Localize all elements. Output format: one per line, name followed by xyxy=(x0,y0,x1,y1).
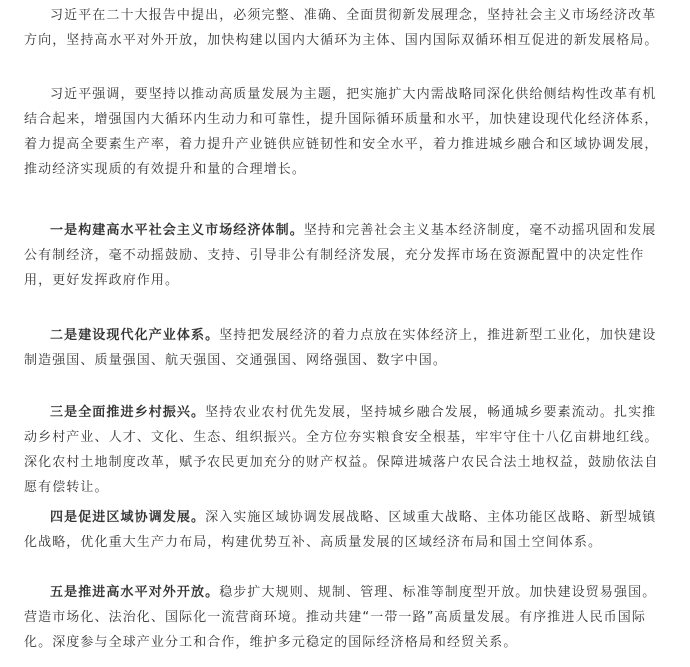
paragraph-point-5 xyxy=(24,580,664,655)
paragraph-text: 坚持农业农村优先发展，坚持城乡融合发展，畅通城乡要素流动。扎实推动乡村产业、人才、文化、生态、组织振兴。全方位夯实粮食安全根基，牢牢守住十八亿亩耕地红线。深化农村土地制度改革，赋予农民更加充分的财产权益。保障进城落户农民合法土地权益，鼓励依法自愿有偿转让。 xyxy=(24,405,659,495)
paragraph-lead: 四是促进区域协调发展。 xyxy=(50,510,206,525)
paragraph-text: 坚持把发展经济的着力点放在实体经济上，推进新型工业化，加快建设制造强国、质量强国、航天强国、交通强国、网络强国、数字中国。 xyxy=(24,328,657,368)
paragraph-lead: 一是构建高水平社会主义市场经济体制。 xyxy=(50,223,304,238)
paragraph-lead: 三是全面推进乡村振兴。 xyxy=(50,405,206,420)
paragraph-text: 稳步扩大规则、规制、管理、标准等制度型开放。加快建设贸易强国。营造市场化、法治化、国际化一流营商环境。推动共建“一带一路”高质量发展。有序推进人民币国际化。深度参与全球产业分工和合作，维护多元稳定的国际经济格局和经贸关系。 xyxy=(24,585,657,650)
paragraph-text: 习近平强调，要坚持以推动高质量发展为主题，把实施扩大内需战略同深化供给侧结构性改革有机结合起来，增强国内大循环内生动力和可靠性，提升国际循环质量和水平，加快建设现代化经济体系，着力提高全要素生产率，着力提升产业链供应链韧性和安全水平，着力推进城乡融合和区域协调发展，推动经济实现质的有效提升和量的合理增长。 xyxy=(24,87,659,177)
paragraph-lead: 二是建设现代化产业体系。 xyxy=(50,328,220,343)
paragraph-point-1 xyxy=(24,218,664,293)
paragraph-intro xyxy=(24,3,664,53)
paragraph-point-4 xyxy=(24,505,664,555)
paragraph-point-3 xyxy=(24,400,664,500)
paragraph-text: 习近平在二十大报告中提出，必须完整、准确、全面贯彻新发展理念，坚持社会主义市场经济改革方向，坚持高水平对外开放，加快构建以国内大循环为主体、国内国际双循环相互促进的新发展格局。 xyxy=(24,8,659,48)
paragraph-lead: 五是推进高水平对外开放。 xyxy=(50,585,220,600)
paragraph-text: 坚持和完善社会主义基本经济制度，毫不动摇巩固和发展公有制经济，毫不动摇鼓励、支持、引导非公有制经济发展，充分发挥市场在资源配置中的决定性作用，更好发挥政府作用。 xyxy=(24,223,657,288)
paragraph-emphasis xyxy=(24,82,664,182)
paragraph-point-2 xyxy=(24,323,664,373)
paragraph-text: 深入实施区域协调发展战略、区域重大战略、主体功能区战略、新型城镇化战略，优化重大生产力布局，构建优势互补、高质量发展的区域经济布局和国土空间体系。 xyxy=(24,510,657,550)
